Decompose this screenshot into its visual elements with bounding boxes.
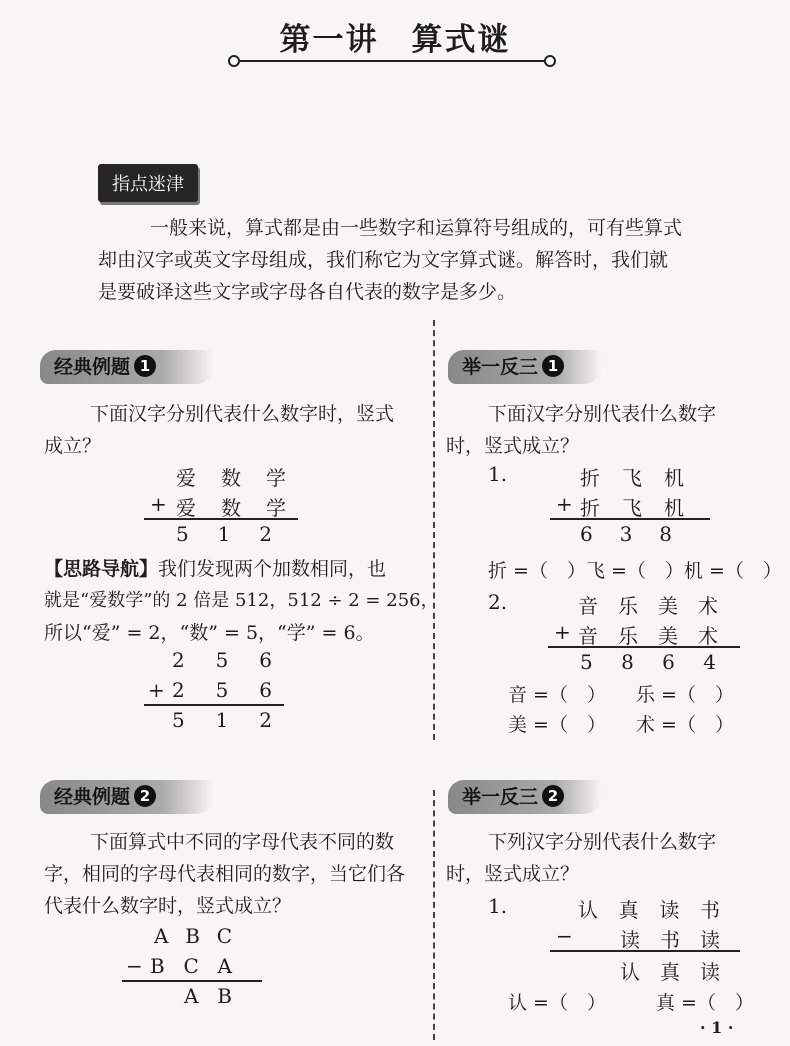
p2-answer-shu[interactable]: 术 =（ ） (636, 714, 734, 736)
p2-sum-line (548, 646, 740, 648)
p2-result-c3: 6 (662, 650, 675, 674)
p2-result (580, 650, 716, 674)
ex2-row2 (150, 954, 232, 978)
ex1-row1-c1: 爱 (176, 466, 196, 490)
p3-diff-line (550, 950, 740, 952)
ex1-row1-c2: 数 (221, 466, 241, 490)
ex2-row2-c1: B (150, 954, 165, 978)
p1-result-c1: 6 (580, 522, 593, 546)
sol-row2-c3: 6 (259, 678, 272, 702)
p1-number: 1. (488, 462, 508, 486)
p2-row2 (578, 620, 718, 649)
ex1-result-c1: 5 (176, 522, 189, 546)
p1-row2 (580, 492, 684, 521)
p1-row2-c1: 折 (580, 496, 600, 520)
column-divider (433, 320, 435, 740)
practice-1-question-1: 下面汉字分别代表什么数字 (488, 403, 717, 425)
ex1-result-c3: 2 (259, 522, 272, 546)
p2-row2-c3: 美 (658, 624, 678, 648)
guide-tag (98, 164, 198, 202)
ex1-row1-c3: 学 (266, 466, 286, 490)
practice-1-question-2: 时，竖式成立？ (446, 435, 580, 457)
p3-result-c3: 读 (700, 960, 720, 984)
guide-label: 指点迷津 (112, 174, 184, 195)
sol-res-c2: 1 (215, 708, 229, 732)
p1-row1-c2: 飞 (622, 466, 642, 490)
hint-line-1 (44, 553, 386, 585)
p2-answer-mei[interactable]: 美 =（ ） (508, 714, 606, 736)
p3-row2-c3: 读 (700, 928, 720, 952)
p3-answer-ren[interactable]: 认 =（ ） (508, 992, 606, 1014)
ex2-result-c2: B (217, 984, 232, 1008)
p3-op: − (556, 924, 573, 948)
p2-result-c4: 4 (703, 650, 716, 674)
p2-result-c1: 5 (580, 650, 593, 674)
ex1-row2-c2: 数 (221, 496, 241, 520)
example-2-question-1: 下面算式中不同的字母代表不同的数 (90, 831, 395, 853)
example-2-number: 2 (134, 785, 156, 807)
sol-row2-c2: 5 (215, 678, 229, 702)
p1-result-c2: 3 (619, 522, 633, 546)
practice-2-question-1: 下列汉字分别代表什么数字 (488, 831, 717, 853)
sol-row1 (172, 648, 272, 672)
p3-row1-c1: 认 (578, 898, 598, 922)
ex1-result-c2: 1 (217, 522, 231, 546)
practice-2-heading (448, 780, 602, 814)
p1-row1-c3: 机 (664, 466, 684, 490)
p1-row2-c2: 飞 (622, 496, 642, 520)
sol-row1-c3: 6 (259, 648, 272, 672)
column-divider-lower (433, 790, 435, 1040)
sol-res-c3: 2 (259, 708, 272, 732)
p2-op: + (554, 620, 571, 644)
hint-line-3: 所以“爱” = 2，“数” = 5，“学” = 6。 (44, 622, 375, 644)
p1-result (580, 522, 672, 546)
title-underline (222, 54, 562, 68)
p2-row1-c4: 术 (698, 594, 718, 618)
sol-row1-c1: 2 (172, 648, 185, 672)
ex2-row1-c1: A (154, 924, 169, 948)
p2-number: 2. (488, 590, 508, 614)
p2-row1-c3: 美 (658, 594, 678, 618)
p1-sum-line (550, 518, 710, 520)
p3-row1-c4: 书 (699, 898, 720, 922)
p2-answer-yin[interactable]: 音 =（ ） (508, 684, 606, 706)
sol-sum-line (144, 704, 284, 706)
ex1-result (176, 522, 272, 546)
p2-answer-le[interactable]: 乐 =（ ） (636, 684, 734, 706)
sol-row2-c1: 2 (172, 678, 185, 702)
sol-row2 (172, 678, 272, 702)
hint-label: 【思路导航】 (44, 558, 159, 580)
guide-line-1: 一般来说，算式都是由一些数字和运算符号组成的，可有些算式 (150, 217, 683, 239)
ex2-op: − (126, 954, 143, 978)
ex2-diff-line (122, 980, 262, 982)
sol-row1-c2: 5 (215, 648, 229, 672)
p3-result-c2: 真 (660, 960, 680, 984)
p1-answer-blanks[interactable]: 折 =（ ）飞 =（ ）机 =（ ） (488, 560, 782, 582)
p3-number: 1. (488, 894, 508, 918)
ex1-row2-c1: 爱 (176, 496, 196, 520)
p3-row2 (620, 924, 720, 953)
example-1-question-1: 下面汉字分别代表什么数字时，竖式 (90, 403, 395, 425)
ex2-result-c1: A (184, 984, 199, 1008)
sol-op: + (148, 678, 165, 702)
practice-2-label: 举一反三 (462, 786, 539, 808)
guide-line-3: 是要破译这些文字或字母各自代表的数字是多少。 (98, 281, 517, 303)
example-2-question-3: 代表什么数字时，竖式成立？ (44, 895, 292, 917)
practice-1-label: 举一反三 (462, 356, 539, 378)
example-2-label: 经典例题 (54, 786, 131, 808)
p3-answer-zhen[interactable]: 真 =（ ） (656, 992, 754, 1014)
example-2-question-2: 字，相同的字母代表相同的数字，当它们各 (44, 863, 406, 885)
example-2-heading (40, 780, 214, 814)
ex1-row2-c3: 学 (266, 496, 286, 520)
sol-res-c1: 5 (172, 708, 185, 732)
ex1-sum-line (144, 518, 298, 520)
p2-row2-c4: 术 (698, 624, 718, 648)
p3-row1 (578, 894, 720, 923)
practice-1-number: 1 (542, 355, 564, 377)
p3-row1-c2: 真 (618, 898, 639, 922)
p1-row2-c3: 机 (664, 496, 684, 520)
example-1-label: 经典例题 (54, 356, 131, 378)
p3-row1-c3: 读 (659, 898, 680, 922)
hint-line-2: 就是“爱数学”的 2 倍是 512，512 ÷ 2 = 256， (44, 590, 439, 611)
p2-result-c2: 8 (621, 650, 634, 674)
p1-op: + (556, 492, 573, 516)
ex1-row2 (176, 492, 286, 521)
ex2-row2-c2: C (183, 954, 199, 978)
p3-result (620, 956, 720, 985)
example-1-question-2: 成立？ (44, 435, 102, 457)
hint-text-1: 我们发现两个加数相同，也 (158, 558, 387, 580)
page-number: · 1 · (700, 1018, 734, 1037)
ex1-row1 (176, 462, 286, 491)
ex2-row2-c3: A (217, 954, 232, 978)
p2-row1 (578, 590, 718, 619)
practice-2-question-2: 时，竖式成立？ (446, 863, 580, 885)
ex2-row1 (154, 924, 232, 948)
ex2-row1-c3: C (216, 924, 232, 948)
example-1-number: 1 (134, 355, 156, 377)
p2-row1-c2: 乐 (618, 594, 638, 618)
ex2-row1-c2: B (185, 924, 200, 948)
guide-line-2: 却由汉字或英文字母组成，我们称它为文字算式谜。解答时，我们就 (98, 249, 669, 271)
ex2-result (184, 984, 232, 1008)
example-1-heading (40, 350, 214, 384)
p2-row1-c1: 音 (578, 594, 598, 618)
p1-result-c3: 8 (659, 522, 672, 546)
p1-row1-c1: 折 (580, 466, 600, 490)
ex1-op: + (150, 492, 167, 516)
p2-row2-c2: 乐 (618, 624, 638, 648)
p3-result-c1: 认 (620, 960, 640, 984)
p3-row2-c1: 读 (620, 928, 640, 952)
sol-result (172, 708, 272, 732)
page-title: 第一讲 算式谜 (279, 22, 511, 58)
practice-2-number: 2 (542, 785, 564, 807)
p2-row2-c1: 音 (578, 624, 598, 648)
p3-row2-c2: 书 (660, 928, 680, 952)
p1-row1 (580, 462, 684, 491)
practice-1-heading (448, 350, 602, 384)
